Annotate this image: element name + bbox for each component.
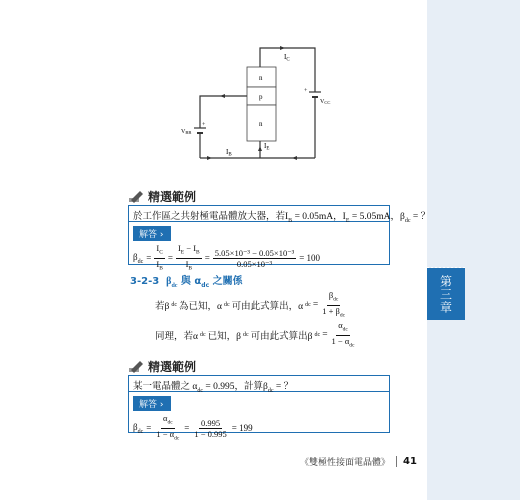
example2-question: 某一電晶體之 $\alpha_{dc} = 0.995$，計算$\beta_{dc}$ = ？	[129, 376, 389, 392]
relation-alpha-from-beta: 若β dc 為已知，α dc 可由此式算出，α dc = $\frac{\beta_{dc}}{1 + \beta_{dc}}$	[155, 290, 346, 319]
example2-solution: $\beta_{dc}$ = $\frac{\alpha_{dc}}{1 - \alpha_{dc}}$ = $\frac{0.995}{1 - 0.995}$ = 199	[133, 413, 253, 442]
example-heading-text: 精選範例	[148, 360, 197, 374]
ic-label: $I_C$	[284, 53, 290, 63]
footer-book-title: 《雙極性接面電晶體》	[300, 458, 391, 468]
ib-label-bottom: $I_B$	[226, 148, 232, 158]
example1-question: 於工作區之共射極電晶體放大器，若$I_B = 0.05mA$，$I_E = 5.05mA$，$\beta_{dc}$ = ？	[129, 206, 389, 222]
example-heading-2	[128, 358, 196, 375]
vbb-plus: +	[202, 122, 206, 128]
transistor-circuit-diagram	[180, 40, 340, 170]
return-arrow-left	[207, 156, 212, 160]
region-label-n2: n	[259, 120, 263, 128]
example-heading-1	[128, 188, 196, 205]
region-label-n1: n	[259, 74, 263, 82]
return-arrow-right	[292, 156, 297, 160]
example1-solution: $\beta_{dc}$ = $\frac{I_C}{I_B}$ = $\frac{I_E - I_B}{I_B}$ = $\frac{\text{5.05×10⁻³ − 0.05×10⁻³}}{\text{0.05×10⁻³}}$ = 100	[133, 243, 321, 272]
example-box-1	[128, 205, 431, 272]
ib-arrow	[220, 94, 225, 98]
vbb-label: VBB	[181, 129, 192, 135]
page-number: 41	[403, 456, 417, 467]
region-label-p: p	[259, 93, 263, 101]
answer-tag-2: 解答 ›	[133, 396, 171, 411]
base-wire	[200, 96, 247, 128]
example-box-2	[128, 375, 390, 442]
ie-arrow	[258, 146, 262, 151]
example-heading-text: 精選範例	[148, 190, 197, 204]
pencil-icon	[128, 190, 144, 204]
vcc-label: VCC	[320, 99, 331, 105]
vcc-plus: +	[304, 88, 308, 94]
footer-separator	[396, 456, 397, 467]
pencil-icon	[128, 360, 144, 374]
answer-tag-1: 解答 ›	[133, 226, 171, 241]
chapter-tab[interactable]: 第三章	[427, 268, 465, 320]
ic-arrow	[280, 46, 285, 50]
relation-beta-from-alpha: 同理，若α dc 已知，β dc 可由此式算出β dc = $\frac{\alpha_{dc}}{1 - \alpha_{dc}}$	[155, 320, 355, 349]
ie-label: $I_E$	[264, 142, 270, 152]
chapter-side-strip	[427, 0, 520, 500]
page-footer	[300, 455, 417, 468]
subsection-title: 3-2-3 $\beta_{dc}$ 與 $\alpha_{dc}$ 之關係	[130, 276, 243, 289]
